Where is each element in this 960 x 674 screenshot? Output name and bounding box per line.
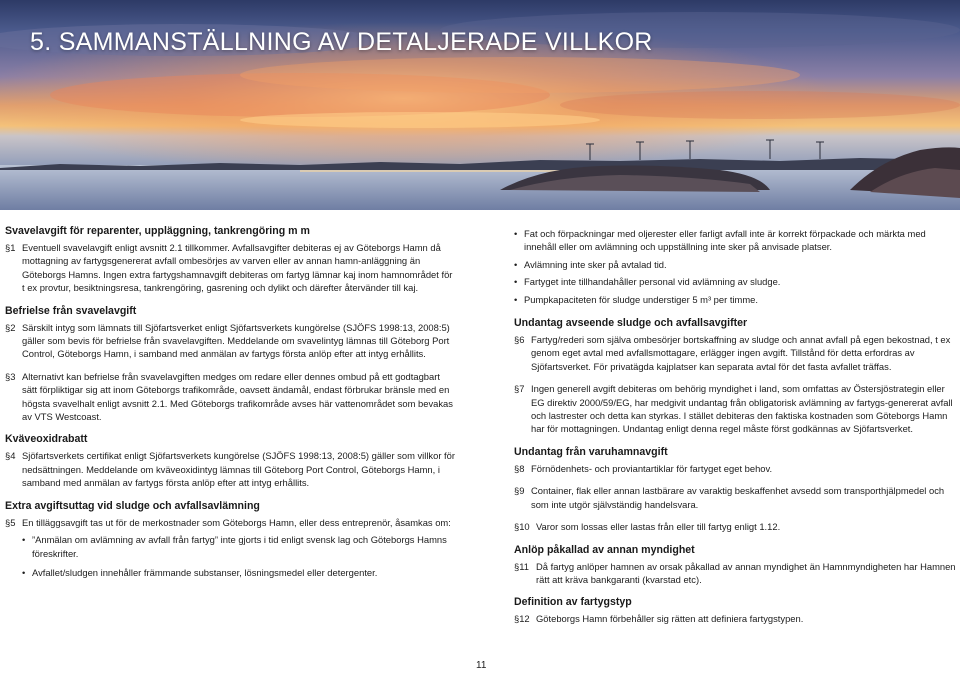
- list-item: • Avfallet/sludgen innehåller främmande substanser, lösningsmedel eller detergenter.: [22, 566, 455, 579]
- list-item: • ”Anmälan om avlämning av avfall från fartyg” inte gjorts i tid enligt svensk lag och Göteborgs Hamns föreskrifter.: [22, 533, 455, 560]
- surcharge-conditions-list: [514, 227, 958, 306]
- clause-number: §7: [514, 383, 525, 395]
- section-heading-undantag-sludge: Undantag avseende sludge och avfallsavgifter: [514, 317, 748, 330]
- clause-number: §1: [5, 242, 16, 253]
- section-heading-befrielse: Befrielse från svavelavgift: [5, 304, 137, 317]
- list-item: • Avlämning inte sker på avtalad tid.: [514, 258, 958, 271]
- clause-text: Sjöfartsverkets certifikat enligt Sjöfartsverkets kungörelse (SJÖFS 1998:13, 2008:5) gäller som villkor för nedsättningen. Meddelande om kväveoxidintyg lämnas till Göteborg Port Control, Göteborgs Hamn, i samband med anmälan av fartygs första anlöp efter att intyg erhållits.: [22, 450, 455, 489]
- list-item: • Fartyget inte tillhandahåller personal vid avlämning av sludge.: [514, 275, 958, 288]
- clause-10: [514, 520, 958, 533]
- clause-text: Särskilt intyg som lämnats till Sjöfartsverket enligt Sjöfartsverkets kungörelse (SJÖFS 1998:13, 2008:5) gäller som bevis för befrielse från svavelavgiften. Meddelande om svavelintyg lämnas till Göteborg Port Control, Göteborgs Hamn, i samband med anmälan av fartygs första anlöp efter att intyg erhållits.: [22, 321, 450, 360]
- section-heading-undantag-varuhamnavgift: Undantag från varuhamnavgift: [514, 445, 668, 458]
- clause-number: §10: [514, 521, 530, 533]
- clause-7: [514, 382, 958, 436]
- clause-number: §12: [514, 613, 530, 625]
- clause-8: [514, 462, 958, 475]
- clause-text: Förnödenhets- och proviantartiklar för fartyget eget behov.: [531, 462, 773, 474]
- clause-text: En tilläggsavgift tas ut för de merkostnader som Göteborgs Hamn, eller dess entreprenör, åsamkas om:: [22, 516, 451, 528]
- clause-text: Eventuell svavelavgift enligt avsnitt 2.1 tillkommer. Avfallsavgifter debiteras ej av Göteborgs Hamn då mottagning av fartygsgenererat avfall ombesörjes av varven eller av annan hamn-anläggning än Göteborgs Hamns. Ingen extra fartygshamnavgift debiteras om fartyg lämnar kaj inom hamnområdet för t ex provtur, besiktningsresa, tankrengöring, gasrening och dylikt och därefter återvänder till kaj.: [22, 242, 453, 294]
- clause-number: §6: [514, 334, 525, 346]
- clause-1: [5, 241, 455, 295]
- clause-text: Ingen generell avgift debiteras om behörig myndighet i land, som omfattas av Östersjöstrategin eller EG direktiv 2000/59/EG, har medgivit undantag från obligatorisk avlämning av fartygs-genererat avfall och lastrester och detta kan styrkas. I stället debiteras den faktiska kostnaden som Göteborgs Hamn har för mottagningen. Undantag enligt denna regel måste först godkännas av Sjöfartsverket.: [531, 383, 953, 435]
- clause-12: [514, 612, 958, 625]
- clause-text: Göteborgs Hamn förbehåller sig rätten att definiera fartygstypen.: [536, 613, 804, 625]
- clause-5-bullet-list: [22, 533, 455, 579]
- clause-11: [514, 560, 958, 587]
- clause-text: Alternativt kan befrielse från svavelavgiften medges om redare eller dennes ombud på ett godtagbart sätt förpliktigar sig att inom Göteborgs trafikområde, oavsett ändamål, endast förbrukar bränsle med en högsta svavelhalt enligt avsnitt 2.1. Med Göteborgs trafikområde avses här vattenområdet som bevakas av VTS Westcoast.: [22, 370, 453, 423]
- clause-9: [514, 484, 958, 511]
- clause-number: §8: [514, 462, 525, 474]
- clause-number: §4: [5, 450, 16, 462]
- page-title: 5. SAMMANSTÄLLNING AV DETALJERADE VILLKOR: [30, 28, 653, 56]
- clause-text: Varor som lossas eller lastas från eller till fartyg enligt 1.12.: [536, 521, 781, 533]
- clause-6: [514, 333, 958, 373]
- clause-text: Container, flak eller annan lastbärare av varaktig beskaffenhet avsedd som transporthjälpmedel och som inte utgör självständig handelsvara.: [531, 485, 945, 510]
- clause-text: Då fartyg anlöper hamnen av orsak påkallad av annan myndighet än Hamnmyndigheten har Hamnen rätt att kräva bankgaranti (kvarstad etc).: [536, 560, 956, 585]
- clause-text: Fartyg/rederi som själva ombesörjer bortskaffning av sludge och annat avfall på egen bekostnad, t ex genom eget avtal med avfallsmottagare, erlägger ingen avgift. Tillstånd för detta erfordras av Sjöfartsverket. För privatägda kajplatser kan separata avtal för det fasta avfallet träffas.: [531, 334, 951, 372]
- section-heading-definition-fartygstyp: Definition av fartygstyp: [514, 596, 632, 609]
- clause-4: [5, 449, 455, 489]
- clause-number: §5: [5, 516, 16, 528]
- clause-number: §11: [514, 560, 529, 572]
- section-heading-kvaveoxidrabatt: Kväveoxidrabatt: [5, 433, 88, 446]
- clause-5: [5, 516, 455, 580]
- section-heading-extra-avgiftsuttag: Extra avgiftsuttag vid sludge och avfallsavlämning: [5, 499, 260, 512]
- section-heading-svavelavgift-reparenter: Svavelavgift för reparenter, uppläggning, tankrengöring m m: [5, 225, 310, 237]
- clause-2: [5, 321, 455, 361]
- clause-number: §2: [5, 321, 16, 333]
- list-item: • Fat och förpackningar med oljerester eller farligt avfall inte är korrekt förpackade och märkta med innehåll eller om avlämning och uppställning inte sker på anvisade platser.: [514, 227, 958, 254]
- right-column: [514, 227, 958, 635]
- page-number: 11: [476, 660, 487, 671]
- clause-number: §9: [514, 485, 525, 497]
- list-item: • Pumpkapaciteten för sludge understiger 5 m³ per timme.: [514, 293, 958, 306]
- clause-number: §3: [5, 370, 16, 382]
- section-heading-anlop-pakallad: Anlöp påkallad av annan myndighet: [514, 543, 695, 556]
- left-column: [5, 224, 455, 588]
- clause-3: [5, 370, 455, 424]
